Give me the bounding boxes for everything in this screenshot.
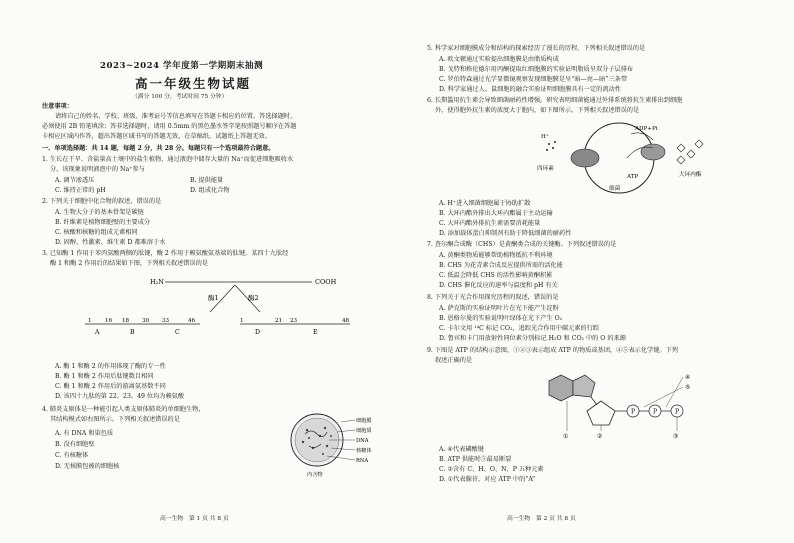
peptide-figure [50, 272, 360, 352]
q5-option-c: C. 罗伯特森通过光学显微镜观察发现细胞膜是呈“暗—亮—暗”三条带 [439, 76, 628, 83]
fig-num: 30 [142, 318, 150, 324]
fig-h2n: H₂N [150, 278, 164, 286]
q8-option-c: C. 卡尔文用 ¹⁴C 标记 CO₂，追踪光合作用中碳元素的行踪 [439, 325, 600, 332]
label-tetracycline: 四环素 [537, 166, 554, 172]
q9-option-d: D. ①代表腺苷，对应 ATP 中的“A” [439, 476, 536, 483]
q5-option-b: B. 戈特和格伦德尔用丙酮提取红细胞膜的实验证明脂质呈双分子层排布 [439, 66, 634, 73]
q7-option-a: A. 黄酮类物质能够帮助植物抵抗不利环境 [439, 252, 553, 259]
q2-option-b: B. 纤维素是植物细胞壁的主要成分 [55, 219, 151, 226]
q4-option-d: D. 无核膜包被的细胞核 [55, 463, 120, 470]
notes-line: 卡相应区域内作答，超出答题区域书写的答题无效，在草稿纸、试题纸上答题无效。 [42, 133, 271, 140]
q1-stem: 1. 生长在干旱、含盐量高土壤中的盐生植物，通过液泡中储存大量的 Na⁺而促进细胞吸收水 [42, 156, 294, 163]
section-heading: 一、单项选择题：共 14 题，每题 2 分，共 28 分。每题只有一个选项最符合题意。 [42, 145, 275, 152]
q7-stem: 7. 查尔酮合成酶（CHS）是黄酮类合成的关键酶。下列叙述错误的是 [427, 241, 617, 248]
notes-line: 请将自己的姓名、学校、班级、准考证号等信息填写在答题卡相应的位置。答选择题时， [55, 113, 297, 120]
label-5: ⑤ [685, 384, 691, 391]
fig-num: 33 [162, 318, 170, 324]
q1-option-c: C. 维持正常的 pH [55, 187, 106, 194]
q3-option-b: B. 酶 1 和酶 2 作用后肽键数目相同 [55, 373, 154, 380]
right-page [397, 0, 794, 543]
fig-num: 16 [105, 318, 113, 324]
q9-option-c: C. ②含有 C、H、O、N、P 五种元素 [439, 466, 544, 473]
fig-letter: D [255, 329, 260, 336]
q9-stem: 9. 下图是 ATP 的结构示意图，①②③表示组成 ATP 的物质或基团，④⑤表示化学键。下列 [427, 347, 678, 354]
q6-option-c: C. 大环内酯外排抗生素需要消耗能量 [439, 220, 541, 227]
q6-option-d: D. 添加载体蛋白抑制剂有助于降低细菌的耐药性 [439, 230, 572, 237]
q9-option-a: A. ④代表磷酸键 [439, 446, 484, 453]
q4-stem: 4. 肺炎支原体是一种能引起人类支原体肺炎的单细胞生物， [42, 406, 205, 413]
page-footer: 高一生物 第 1 页 共 8 页 [160, 516, 229, 522]
label-adp: ADP+Pi [635, 126, 658, 132]
q2-option-c: C. 核酸和核糖的组成元素相同 [55, 229, 138, 236]
q6-option-b: B. 大环内酯外排出大环内酯属于主动运输 [439, 210, 553, 217]
fig-letter: C [175, 329, 180, 336]
q2-option-a: A. 生物大分子的基本骨架是碳链 [55, 209, 144, 216]
fragment-letters [94, 329, 318, 336]
q3-option-d: D. 该四十九肽的第 22、23、49 位均为赖氨酸 [55, 393, 185, 400]
q8-stem: 8. 下列关于光合作用探究历程的叙述，错误的是 [427, 294, 559, 301]
q5-stem: 5. 科学家对细胞膜成分和结构的探索经历了漫长的历程，下列相关叙述错误的是 [427, 45, 646, 52]
fig-num: 23 [290, 318, 298, 324]
q3-option-c: C. 酶 1 和酶 2 作用后的游离氨基数不同 [55, 383, 166, 390]
fig-letter: B [130, 329, 135, 336]
fig-num: 48 [342, 318, 350, 324]
q1-stem: 分，该现象说明液泡中的 Na⁺参与 [50, 166, 145, 173]
fig-labels [537, 126, 702, 192]
fig-letter: A [95, 329, 100, 336]
macrolide-shapes [677, 140, 703, 164]
fig-num: 21 [275, 318, 283, 324]
q4-option-b: B. 没有细胞壁 [55, 441, 95, 448]
q3-option-a: A. 酶 1 和酶 2 的作用体现了酶的专一性 [55, 363, 166, 370]
q7-option-b: B. CHS 为花青素合成反应提供所需的活化能 [439, 262, 563, 269]
label-2: ② [597, 433, 603, 440]
label-atp: ATP [627, 174, 639, 180]
adenine-ring-b [573, 375, 595, 397]
label-rna: RNA [356, 458, 369, 464]
q6-stem: 6. 长期滥用抗生素会导致细菌耐药性增强。研究表明细菌能通过外排系统将抗生素排出到细胞 [427, 97, 683, 104]
label-ribosome: 核糖体 [356, 448, 372, 454]
page-footer: 高一生物 第 2 页 共 8 页 [507, 516, 576, 522]
q1-option-b: B. 提供能量 [190, 177, 224, 184]
q5-option-a: A. 欧文顿通过实验提出细胞膜是由脂质构成 [439, 56, 559, 63]
fig-caption: 内含物 [307, 472, 323, 478]
q9-option-b: B. ATP 供能时⑤最易断裂 [439, 456, 512, 463]
q2-option-d: D. 固醇、性激素、维生素 D 都难溶于水 [55, 239, 166, 246]
fig-num: 1 [240, 318, 244, 324]
adp-arrow [631, 133, 653, 140]
bacteria-figure [527, 118, 717, 196]
p-label: P [630, 408, 636, 416]
q2-stem: 2. 下列关于细胞中化合物的叙述，错误的是 [42, 198, 162, 205]
exam-header: 2023~2024 学年度第一学期期末抽测 [100, 61, 264, 71]
q9-stem: 叙述正确的是 [435, 357, 473, 364]
label-bacteria: 细菌 [609, 186, 621, 192]
fig-num: 1 [88, 318, 92, 324]
p-label: P [652, 408, 658, 416]
bond-line [591, 397, 597, 405]
label-h-ion: H⁺ [541, 134, 549, 140]
transporter-right [641, 144, 665, 160]
q4-option-a: A. 有 DNA 和染色质 [55, 430, 114, 437]
label-4: ④ [685, 374, 691, 381]
q6-stem: 外，使得胞外抗生素的浓度大于胞内，如下图所示。下列相关叙述错误的是 [435, 107, 640, 114]
mycoplasma-figure [285, 408, 380, 480]
q6-option-a: A. H⁺进入细菌细胞属于协助扩散 [439, 200, 531, 207]
q3-stem: 3. 已知酶 1 作用于苯丙氨酸两侧的肽键，酶 2 作用于赖氨酸氨基端的肽键，某四十九肽经 [42, 250, 289, 257]
q8-option-a: A. 萨克斯的实验证明叶片在光下能产生淀粉 [439, 305, 559, 312]
fig-cooh: COOH [315, 278, 337, 286]
notes-line: 必须使用 2B 铅笔填涂；答非选择题时，请用 0.5mm 的黑色墨水签字笔按照题号顺序在答题 [42, 123, 297, 130]
exam-subtitle: （满分 100 分，考试时间 75 分钟） [132, 94, 228, 100]
fig-num: 18 [122, 318, 130, 324]
ribose-ring [587, 401, 615, 425]
q1-option-d: D. 组成化合物 [190, 187, 230, 194]
label-macrolide: 大环内酯 [679, 172, 702, 178]
fig-num: 46 [188, 318, 196, 324]
q5-option-d: D. 科学家通过人、鼠细胞的融合实验证明细胞膜具有一定的流动性 [439, 86, 621, 93]
q8-option-d: D. 鲁宾和卡门用放射性同位素分别标记 H₂O 和 CO₂ 中的 O 的来源 [439, 335, 626, 342]
label-dna: DNA [356, 438, 369, 444]
fig-letter: E [313, 329, 318, 336]
q4-stem: 其结构模式如右图所示。下列相关叙述错误的是 [50, 416, 180, 423]
label-membrane: 细胞膜 [356, 418, 372, 424]
q4-option-c: C. 有核糖体 [55, 452, 89, 459]
q7-option-d: D. CHS 催化反应的速率与温度和 pH 有关 [439, 282, 558, 289]
q1-option-a: A. 调节渗透压 [55, 177, 95, 184]
transporter-left [571, 149, 599, 167]
label-1: ① [563, 433, 569, 440]
adenine-ring-a [549, 375, 573, 401]
q3-stem: 酶 1 和酶 2 作用后的结果如下图，下列相关叙述错误的是 [50, 260, 209, 267]
label-cytoplasm: 细胞质 [356, 428, 372, 434]
fragment-numbers [88, 318, 350, 324]
h-ion-dots [546, 141, 556, 151]
fig-enzyme1: 酶1 [208, 294, 219, 302]
fig-enzyme2: 酶2 [248, 294, 259, 302]
label-3: ③ [673, 433, 679, 440]
atp-figure [527, 367, 707, 442]
q7-option-c: C. 低温会降低 CHS 的活性影响黄酮积累 [439, 272, 553, 279]
q8-option-b: B. 恩格尔曼的实验说明叶绿体在光下产生 O₂ [439, 315, 563, 322]
p-label: P [674, 408, 680, 416]
notes-heading: 注意事项： [42, 103, 73, 110]
exam-title: 高一年级生物试题 [135, 76, 252, 91]
